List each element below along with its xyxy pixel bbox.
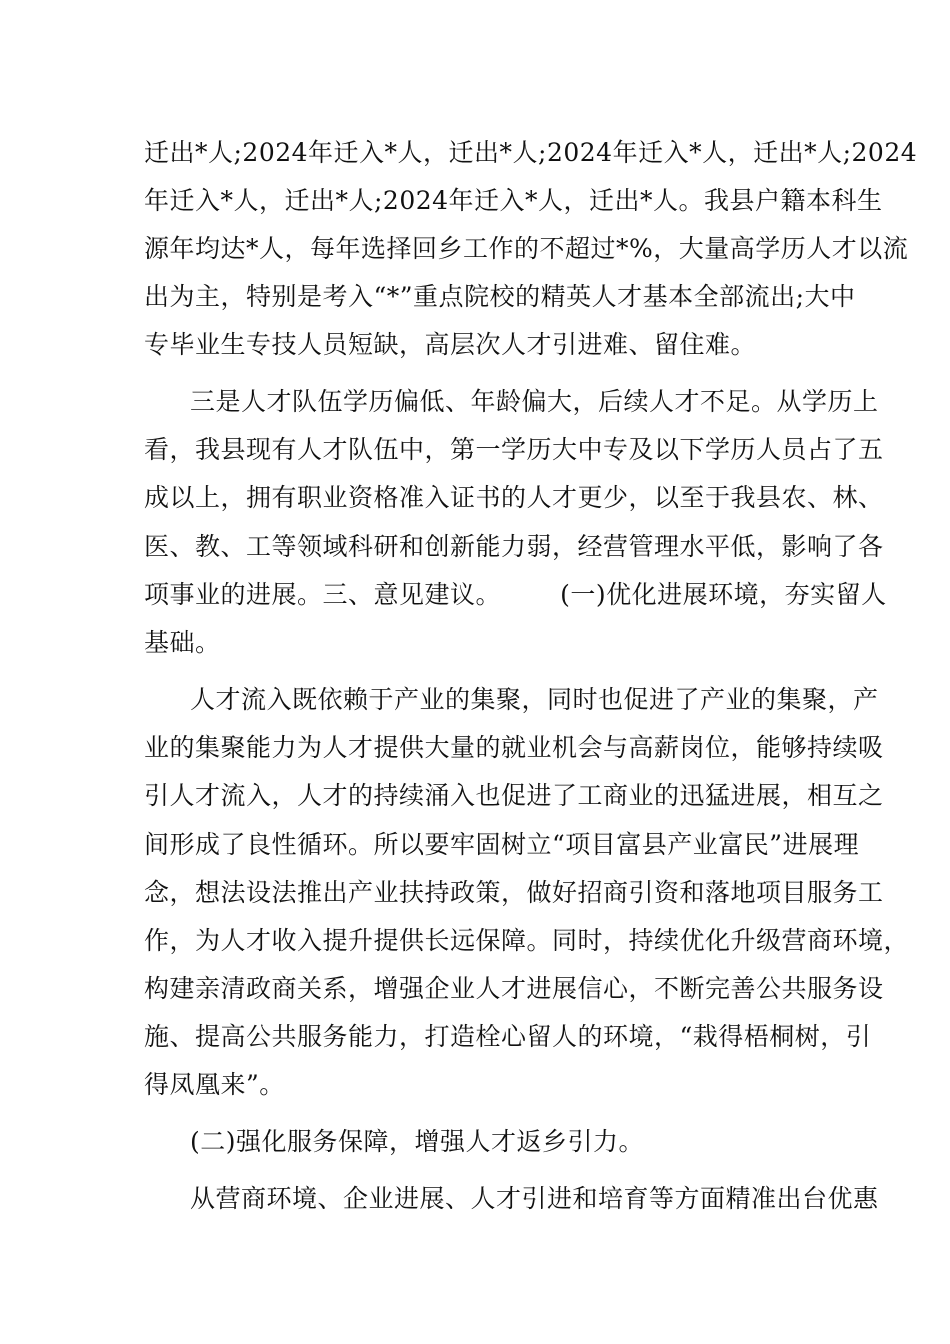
- text-line: 引人才流入，人才的持续涌入也促进了工商业的迅猛进展，相互之: [144, 781, 884, 810]
- text-line: 年迁入*人，迁出*人;2024年迁入*人，迁出*人。我县户籍本科生: [144, 186, 883, 215]
- text-line: 出为主，特别是考入“*”重点院校的精英人才基本全部流出;大中: [144, 282, 856, 311]
- text-line: 构建亲清政商关系，增强企业人才进展信心，不断完善公共服务设: [144, 974, 884, 1003]
- text-line: 医、教、工等领域科研和创新能力弱，经营管理水平低，影响了各: [144, 532, 884, 561]
- text-line: 专毕业生专技人员短缺，高层次人才引进难、留住难。: [144, 330, 757, 359]
- text-line: 念，想法设法推出产业扶持政策，做好招商引资和落地项目服务工: [144, 878, 884, 907]
- text-line: 源年均达*人，每年选择回乡工作的不超过*%，大量高学历人才以流: [144, 234, 909, 263]
- text-line: 项事业的进展。三、意见建议。 (一)优化进展环境，夯实留人: [144, 580, 887, 609]
- text-line: 成以上，拥有职业资格准入证书的人才更少，以至于我县农、林、: [144, 483, 884, 512]
- text-line: 作，为人才收入提升提供长远保障。同时，持续优化升级营商环境，: [144, 926, 910, 955]
- paragraph-first-line: 从营商环境、企业进展、人才引进和培育等方面精准出台优惠: [190, 1184, 879, 1213]
- text-line: 基础。: [144, 628, 221, 657]
- text-line: 得凤凰来”。: [144, 1070, 285, 1099]
- text-line: 施、提高公共服务能力，打造栓心留人的环境，“栽得梧桐树，引: [144, 1022, 872, 1051]
- text-line: 看，我县现有人才队伍中，第一学历大中专及以下学历人员占了五: [144, 435, 884, 464]
- text-line: 间形成了良性循环。所以要牢固树立“项目富县产业富民”进展理: [144, 830, 860, 859]
- paragraph-first-line: 人才流入既依赖于产业的集聚，同时也促进了产业的集聚，产: [190, 685, 879, 714]
- paragraph-first-line: 三是人才队伍学历偏低、年龄偏大，后续人才不足。从学历上: [190, 387, 879, 416]
- section-heading: (二)强化服务保障，增强人才返乡引力。: [190, 1127, 645, 1156]
- text-line: 业的集聚能力为人才提供大量的就业机会与高薪岗位，能够持续吸: [144, 733, 884, 762]
- text-line: 迁出*人;2024年迁入*人，迁出*人;2024年迁入*人，迁出*人;2024: [144, 138, 918, 167]
